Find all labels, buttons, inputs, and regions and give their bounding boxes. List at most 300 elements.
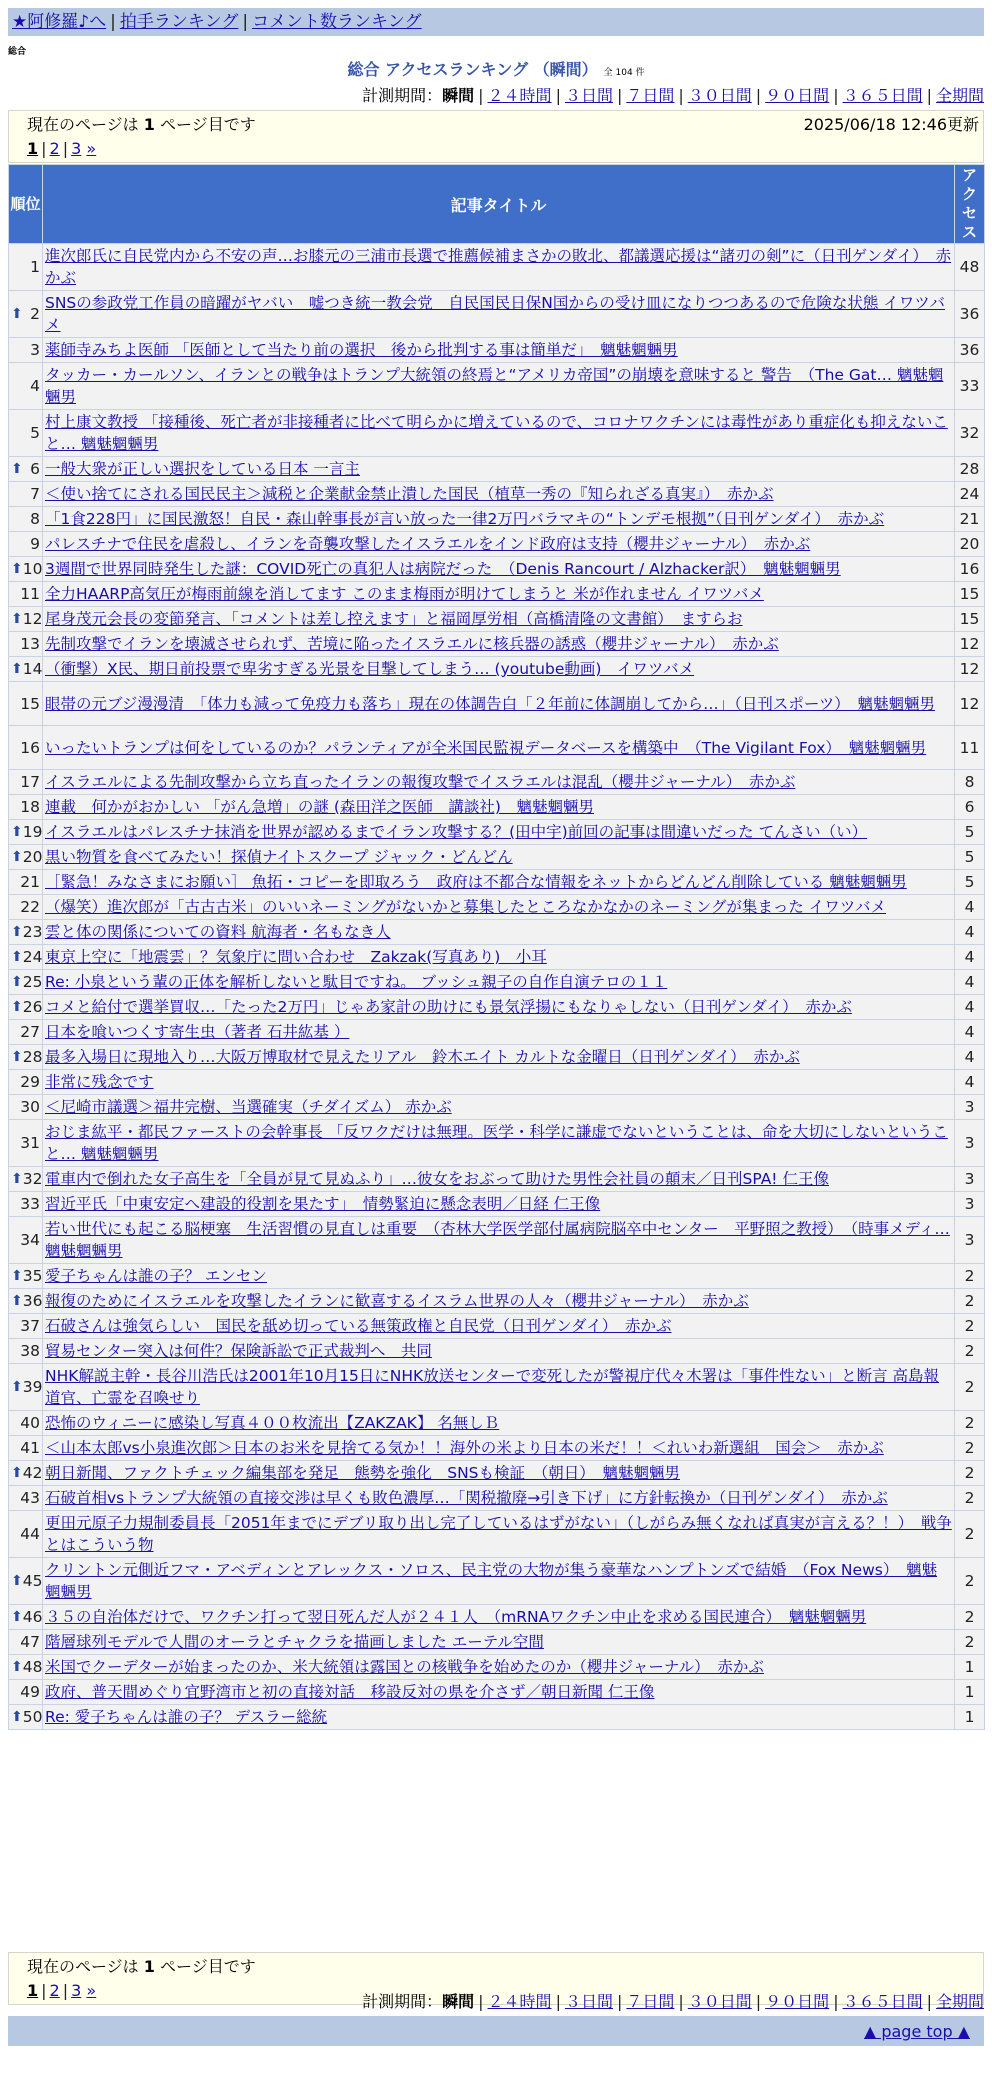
article-link[interactable]: 貿易センター突入は何件？保険訴訟で正式裁判へ 共同 (45, 1342, 432, 1360)
title-cell (43, 657, 955, 682)
title-cell (43, 1339, 955, 1364)
rank-number: 18 (20, 798, 40, 816)
table-row (9, 338, 985, 363)
article-link[interactable]: 階層球列モデルで人間のオーラとチャクラを描画しました エーテル空間 (45, 1633, 544, 1651)
article-link[interactable]: 習近平氏「中東安定へ建設的役割を果たす」 情勢緊迫に懸念表明／日経 仁王像 (45, 1195, 601, 1213)
article-link[interactable]: 朝日新聞、ファクトチェック編集部を発足 態勢を強化 SNSも検証 （朝日） 魑魅魍魎男 (45, 1464, 681, 1482)
article-link[interactable]: 非常に残念です (45, 1073, 154, 1091)
rank-cell (9, 682, 43, 726)
table-row (9, 1630, 985, 1655)
access-count: 15 (955, 582, 985, 607)
table-row (9, 557, 985, 582)
table-row (9, 1411, 985, 1436)
article-link[interactable]: イスラエルによる先制攻撃から立ち直ったイランの報復攻撃でイスラエルは混乱（櫻井ジャーナル） 赤かぶ (45, 773, 796, 791)
rank-cell (9, 338, 43, 363)
rank-cell (9, 1045, 43, 1070)
article-link[interactable]: 恐怖のウィニーに感染し写真４００枚流出【ZAKZAK】 名無しＢ (45, 1414, 500, 1432)
rank-number: 29 (20, 1073, 40, 1091)
rank-number: 12 (22, 610, 43, 628)
table-row (9, 532, 985, 557)
access-count: 3 (955, 1217, 985, 1264)
nav-sep: | (110, 12, 116, 32)
article-link[interactable]: パレスチナで住民を虐殺し、イランを奇襲攻撃したイスラエルをインド政府は支持（櫻井ジャーナル） 赤かぶ (45, 535, 811, 553)
access-count: 36 (955, 291, 985, 338)
period-link[interactable]: ３０日間 (687, 86, 752, 105)
access-count: 48 (955, 244, 985, 291)
access-count: 5 (955, 845, 985, 870)
rank-number: 23 (22, 923, 43, 941)
rank-cell (9, 457, 43, 482)
rank-number: 24 (22, 948, 43, 966)
article-link[interactable]: ［緊急！みなさまにお願い］ 魚拓・コピーを即取ろう 政府は不都合な情報をネットからどんどん削除している 魑魅魍魎男 (45, 873, 907, 891)
period-sep: | (926, 1992, 932, 2011)
rank-number: 2 (30, 305, 40, 323)
rank-number: 43 (20, 1489, 40, 1507)
title-cell (43, 607, 955, 632)
rank-cell (9, 482, 43, 507)
up-arrow-icon: ⬆ (11, 999, 23, 1015)
page-indicator (27, 1957, 256, 1977)
period-sep: | (678, 1992, 684, 2011)
up-arrow-icon: ⬆ (11, 661, 23, 677)
rank-cell (9, 291, 43, 338)
table-row (9, 945, 985, 970)
rank-cell (9, 1605, 43, 1630)
access-count: 4 (955, 995, 985, 1020)
access-count: 2 (955, 1264, 985, 1289)
ranking-body (9, 244, 985, 1730)
access-count: 4 (955, 1020, 985, 1045)
clap-ranking-link[interactable]: 拍手ランキング (119, 12, 239, 32)
rank-number: 11 (20, 585, 40, 603)
article-link[interactable]: 米国でクーデターが始まったのか、米大統領は露国との核戦争を始めたのか（櫻井ジャーナル） 赤かぶ (45, 1658, 764, 1676)
article-link[interactable]: ＜使い捨てにされる国民民主＞減税と企業献金禁止潰した国民（植草一秀の『知られざる真実』） 赤かぶ (45, 485, 774, 503)
access-count: 6 (955, 795, 985, 820)
up-arrow-icon: ⬆ (11, 1268, 23, 1284)
article-link[interactable]: 村上康文教授 「接種後、死亡者が非接種者に比べて明らかに増えているので、コロナワクチンには毒性があり重症化も抑えないこと… 魑魅魍魎男 (45, 413, 948, 453)
rank-cell (9, 1486, 43, 1511)
period-label: 計測期間： (362, 86, 443, 105)
rank-cell (9, 1314, 43, 1339)
access-count: 3 (955, 1192, 985, 1217)
article-link[interactable]: イスラエルはパレスチナ抹消を世界が認めるまでイラン攻撃する？(田中宇)前回の記事は間違いだった てんさい（い） (45, 823, 868, 841)
up-arrow-icon: ⬆ (11, 1573, 23, 1589)
updated-timestamp: 2025/06/18 12:46更新 (803, 115, 979, 134)
title-cell (43, 363, 955, 410)
title-cell (43, 770, 955, 795)
title-cell (43, 1511, 955, 1558)
period-link[interactable]: ３日間 (564, 86, 613, 105)
period-link[interactable]: ９０日間 (765, 1992, 830, 2011)
article-link[interactable]: 最多入場日に現地入り…大阪万博取材で見えたリアル 鈴木エイト カルトな金曜日（日刊ゲンダイ） 赤かぶ (45, 1048, 800, 1066)
rank-cell (9, 920, 43, 945)
rank-cell (9, 1120, 43, 1167)
table-row (9, 482, 985, 507)
rank-cell (9, 1558, 43, 1605)
title-cell (43, 507, 955, 532)
access-count: 24 (955, 482, 985, 507)
period-link[interactable]: ３日間 (564, 1992, 613, 2011)
table-row (9, 1167, 985, 1192)
rank-number: 37 (20, 1317, 40, 1335)
period-link[interactable]: ２４時間 (487, 1992, 552, 2011)
up-arrow-icon: ⬆ (11, 1049, 23, 1065)
up-arrow-icon: ⬆ (11, 611, 23, 627)
page-title-text: 総合 アクセスランキング （瞬間） (347, 60, 598, 79)
rank-number: 44 (20, 1525, 40, 1543)
ranking-table (8, 164, 985, 1730)
period-link[interactable]: ７日間 (626, 86, 675, 105)
access-count: 3 (955, 1095, 985, 1120)
rank-cell (9, 870, 43, 895)
rank-cell (9, 1217, 43, 1264)
title-cell (43, 845, 955, 870)
table-row (9, 657, 985, 682)
article-link[interactable]: （衝撃）X民、期日前投票で卑劣すぎる光景を目撃してしまう… (youtube動画) イワツバメ (45, 660, 695, 678)
period-sep: | (833, 86, 839, 105)
period-link[interactable]: ３６５日間 (842, 1992, 923, 2011)
title-cell (43, 410, 955, 457)
table-row (9, 507, 985, 532)
access-count: 12 (955, 632, 985, 657)
article-link[interactable]: 全力HAARP高気圧が梅雨前線を消してます このまま梅雨が明けてしまうと 米が作れません イワツバメ (45, 585, 764, 603)
title-cell (43, 1264, 955, 1289)
page-link[interactable]: 2 (49, 1981, 60, 2000)
article-link[interactable]: 石破首相vsトランプ大統領の直接交渉は早くも敗色濃厚…「関税撤廃→引き下げ」に方針転換か（日刊ゲンダイ） 赤かぶ (45, 1489, 888, 1507)
rank-number: 40 (20, 1414, 40, 1432)
access-count: 2 (955, 1289, 985, 1314)
title-cell (43, 682, 955, 726)
table-row (9, 820, 985, 845)
title-cell (43, 1705, 955, 1730)
access-count: 12 (955, 682, 985, 726)
table-row (9, 244, 985, 291)
top-nav (8, 8, 984, 36)
period-nav-bottom (362, 1992, 984, 2012)
article-link[interactable]: 石破さんは強気らしい 国民を舐め切っている無策政権と自民党（日刊ゲンダイ） 赤かぶ (45, 1317, 672, 1335)
rank-cell (9, 1070, 43, 1095)
title-cell (43, 1364, 955, 1411)
access-count: 4 (955, 1045, 985, 1070)
period-sep: | (555, 86, 561, 105)
rank-cell (9, 726, 43, 770)
article-link[interactable]: 進次郎氏に自民党内から不安の声…お膝元の三浦市長選で推薦候補まさかの敗北、都議選応援は“諸刃の剣”に（日刊ゲンダイ） 赤かぶ (45, 247, 952, 287)
article-link[interactable]: 更田元原子力規制委員長「2051年までにデブリ取り出し完了しているはずがない」（しがらみ無くなれば真実が言える？！） 戦争とはこういう物 (45, 1514, 952, 1554)
page-current: 1 (27, 1981, 39, 2000)
up-arrow-icon: ⬆ (11, 924, 23, 940)
page-link[interactable]: 3 (71, 139, 82, 158)
title-cell (43, 1192, 955, 1217)
table-row (9, 726, 985, 770)
up-arrow-icon: ⬆ (11, 1379, 23, 1395)
rank-number: 35 (22, 1267, 43, 1285)
access-count: 8 (955, 770, 985, 795)
period-sep: | (755, 1992, 762, 2011)
article-link[interactable]: 眼帯の元ブジ漫漫清 「体力も減って免疫力も落ち」現在の体調告白「２年前に体調崩してから…」（日刊スポーツ） 魑魅魍魎男 (45, 694, 936, 713)
period-sep: | (926, 86, 932, 105)
article-link[interactable]: 電車内で倒れた女子高生を「全員が見て見ぬふり」…彼女をおぶって助けた男性会社員の顛末／日刊SPA! 仁王像 (45, 1170, 829, 1188)
access-count: 1 (955, 1705, 985, 1730)
title-cell (43, 582, 955, 607)
article-link[interactable]: 愛子ちゃんは誰の子？ エンセン (45, 1267, 267, 1285)
title-cell (43, 1436, 955, 1461)
title-cell (43, 1095, 955, 1120)
period-sep: | (555, 1992, 561, 2011)
period-link[interactable]: 全期間 (935, 86, 984, 105)
rank-cell (9, 657, 43, 682)
access-count: 28 (955, 457, 985, 482)
article-link[interactable]: SNSの参政党工作員の暗躍がヤバい 嘘つき統一教会党 自民国民日保N国からの受け皿になりつつあるので危険な状態 イワツバメ (45, 294, 945, 334)
table-row (9, 1217, 985, 1264)
title-cell (43, 1070, 955, 1095)
table-row (9, 457, 985, 482)
period-link[interactable]: ２４時間 (487, 86, 552, 105)
period-current: 瞬間 (442, 1992, 475, 2011)
period-link[interactable]: ９０日間 (765, 86, 830, 105)
table-row (9, 1289, 985, 1314)
rank-cell (9, 820, 43, 845)
pager-top (8, 110, 984, 163)
rank-cell (9, 1461, 43, 1486)
page-link[interactable]: 2 (49, 139, 60, 158)
access-count: 1 (955, 1655, 985, 1680)
article-link[interactable]: おじま紘平・都民ファーストの会幹事長 「反ワクだけは無理。医学・科学に謙虚でないということは、命を大切にしないということ… 魑魅魍魎男 (45, 1123, 948, 1163)
rank-cell (9, 607, 43, 632)
rank-number: 6 (30, 460, 40, 478)
table-row (9, 1339, 985, 1364)
access-count: 2 (955, 1511, 985, 1558)
rank-number: 30 (20, 1098, 40, 1116)
article-link[interactable]: ＜山本太郎vs小泉進次郎＞日本のお米を見捨てる気か！！海外の米より日本の米だ！！＜れいわ新選組 国会＞ 赤かぶ (45, 1439, 884, 1457)
article-link[interactable]: 尾身茂元会長の変節発言、「コメントは差し控えます」と福岡厚労相（高橋清隆の文書館） ますらお (45, 610, 743, 628)
table-row (9, 1364, 985, 1411)
page-indicator-suffix: ページ目です (160, 1957, 256, 1976)
period-link[interactable]: ３０日間 (687, 1992, 752, 2011)
access-header: アクセス (955, 165, 985, 244)
article-link[interactable]: 連載 何かがおかしい 「がん急増」の謎 (森田洋之医師 講談社) 魑魅魍魎男 (45, 798, 594, 816)
article-link[interactable]: Re: 愛子ちゃんは誰の子？ デスラー総統 (45, 1708, 328, 1726)
comment-ranking-link[interactable]: コメント数ランキング (252, 12, 422, 32)
access-count: 4 (955, 945, 985, 970)
title-cell (43, 1486, 955, 1511)
article-link[interactable]: いったいトランプは何をしているのか？パランティアが全米国民監視データベースを構築中 （The Vigilant Fox） 魑魅魍魎男 (45, 738, 927, 757)
next-page-link[interactable]: » (86, 1981, 97, 2000)
access-count: 5 (955, 870, 985, 895)
title-cell (43, 970, 955, 995)
rank-number: 45 (22, 1572, 43, 1590)
period-link[interactable]: 全期間 (935, 1992, 984, 2011)
title-cell (43, 820, 955, 845)
article-link[interactable]: 政府、普天間めぐり宜野湾市と初の直接対話 移設反対の県を介さず／朝日新聞 仁王像 (45, 1683, 655, 1701)
title-cell (43, 1289, 955, 1314)
access-count: 1 (955, 1680, 985, 1705)
up-arrow-icon: ⬆ (11, 1709, 23, 1725)
rank-number: 5 (30, 424, 40, 442)
table-row (9, 1095, 985, 1120)
access-count: 11 (955, 726, 985, 770)
rank-number: 13 (20, 635, 40, 653)
page-sep: | (62, 1981, 69, 2000)
access-count: 2 (955, 1411, 985, 1436)
article-link[interactable]: ＜尼崎市議選＞福井完樹、当選確実（チダイズム） 赤かぶ (45, 1098, 452, 1116)
rank-cell (9, 244, 43, 291)
article-link[interactable]: 黒い物質を食べてみたい！探偵ナイトスクープ ジャック・どんどん (45, 848, 513, 866)
table-row (9, 1680, 985, 1705)
rank-cell (9, 1167, 43, 1192)
table-row (9, 995, 985, 1020)
period-sep: | (755, 86, 762, 105)
table-row (9, 607, 985, 632)
article-link[interactable]: Re: 小泉という輩の正体を解析しないと駄目ですね。 ブッシュ親子の自作自演テロの１１ (45, 973, 668, 991)
rank-number: 3 (30, 341, 40, 359)
article-link[interactable]: 先制攻撃でイランを壊滅させられず、苦境に陥ったイスラエルに核兵器の誘惑（櫻井ジャーナル） 赤かぶ (45, 635, 779, 653)
rank-cell (9, 1264, 43, 1289)
rank-number: 17 (20, 773, 40, 791)
access-count: 2 (955, 1558, 985, 1605)
rank-number: 34 (20, 1231, 40, 1249)
rank-header: 順位 (9, 165, 43, 244)
access-count: 21 (955, 507, 985, 532)
article-link[interactable]: クリントン元側近フマ・アベディンとアレックス・ソロス、民主党の大物が集う豪華なハンプトンズで結婚 （Fox News） 魑魅魍魎男 (45, 1561, 938, 1601)
access-count: 33 (955, 363, 985, 410)
rank-number: 21 (20, 873, 40, 891)
rank-number: 15 (20, 694, 40, 713)
up-arrow-icon: ⬆ (11, 1465, 23, 1481)
period-sep: | (478, 1992, 484, 2011)
article-link[interactable]: タッカー・カールソン、イランとの戦争はトランプ大統領の終焉と“アメリカ帝国”の崩壊を意味すると 警告 （The Gat… 魑魅魍魎男 (45, 366, 944, 406)
page-link[interactable]: 3 (71, 1981, 82, 2000)
rank-cell (9, 1655, 43, 1680)
rank-cell (9, 1339, 43, 1364)
table-row (9, 632, 985, 657)
article-link[interactable]: 報復のためにイスラエルを攻撃したイランに歓喜するイスラム世界の人々（櫻井ジャーナル） 赤かぶ (45, 1292, 749, 1310)
table-row (9, 1486, 985, 1511)
title-cell (43, 632, 955, 657)
access-count: 32 (955, 410, 985, 457)
article-link[interactable]: 若い世代にも起こる脳梗塞 生活習慣の見直しは重要 （杏林大学医学部付属病院脳卒中センター 平野照之教授） （時事メディ… 魑魅魍魎男 (45, 1220, 950, 1260)
access-count: 36 (955, 338, 985, 363)
period-link[interactable]: ７日間 (626, 1992, 675, 2011)
rank-cell (9, 770, 43, 795)
title-cell (43, 995, 955, 1020)
rank-number: 41 (20, 1439, 40, 1457)
rank-cell (9, 1630, 43, 1655)
table-row (9, 582, 985, 607)
table-row (9, 1655, 985, 1680)
pagination (27, 1981, 96, 2001)
title-cell (43, 1655, 955, 1680)
home-link[interactable]: ★阿修羅♪へ (12, 12, 107, 32)
title-cell (43, 532, 955, 557)
page-current: 1 (27, 139, 39, 158)
rank-cell (9, 945, 43, 970)
up-arrow-icon: ⬆ (11, 306, 23, 322)
page-sep: | (62, 139, 69, 158)
table-row (9, 870, 985, 895)
rank-cell (9, 507, 43, 532)
period-sep: | (833, 1992, 839, 2011)
article-link[interactable]: 薬師寺みちよ医師 「医師として当たり前の選択 後から批判する事は簡単だ」 魑魅魍魎男 (45, 341, 678, 359)
article-link[interactable]: NHK解説主幹・長谷川浩氏は2001年10月15日にNHK放送センターで変死したが警視庁代々木署は「事件性ない」と断言 高島報道官、亡霊を召喚せり (45, 1367, 940, 1407)
period-nav-top (362, 86, 984, 106)
rank-number: 36 (22, 1292, 43, 1310)
rank-number: 1 (30, 258, 40, 276)
title-cell (43, 795, 955, 820)
section-label: 総合 (8, 47, 27, 57)
rank-cell (9, 1511, 43, 1558)
next-page-link[interactable]: » (86, 139, 97, 158)
rank-cell (9, 557, 43, 582)
up-arrow-icon: ⬆ (11, 949, 23, 965)
article-link[interactable]: （爆笑）進次郎が「古古古米」のいいネーミングがないかと募集したところなかなかのネーミングが集まった イワツバメ (45, 898, 887, 916)
article-link[interactable]: 雲と体の関係についての資料 航海者・名もなき人 (45, 923, 391, 941)
period-label: 計測期間： (362, 1992, 443, 2011)
rank-number: 25 (22, 973, 43, 991)
article-link[interactable]: ３５の自治体だけで、ワクチン打って翌日死んだ人が２４１人 （mRNAワクチン中止を求める国民連合） 魑魅魍魎男 (45, 1608, 867, 1626)
period-sep: | (678, 86, 684, 105)
item-count: 全 104 件 (603, 68, 645, 78)
rank-number: 8 (30, 510, 40, 528)
access-count: 5 (955, 820, 985, 845)
period-link[interactable]: ３６５日間 (842, 86, 923, 105)
rank-number: 20 (22, 848, 43, 866)
article-link[interactable]: 東京上空に「地震雲」？気象庁に問い合わせ Zakzak(写真あり) 小耳 (45, 948, 547, 966)
rank-number: 31 (20, 1134, 40, 1152)
table-row (9, 895, 985, 920)
page-indicator-number: 1 (143, 115, 155, 134)
access-count: 16 (955, 557, 985, 582)
table-row (9, 1436, 985, 1461)
title-cell (43, 457, 955, 482)
page-indicator (27, 115, 256, 135)
page-sep: | (41, 139, 47, 158)
access-count: 4 (955, 895, 985, 920)
rank-number: 27 (20, 1023, 40, 1041)
table-row (9, 291, 985, 338)
rank-number: 48 (22, 1658, 43, 1676)
rank-cell (9, 895, 43, 920)
title-cell (43, 482, 955, 507)
table-row (9, 770, 985, 795)
title-cell (43, 291, 955, 338)
access-count: 20 (955, 532, 985, 557)
rank-number: 49 (20, 1683, 40, 1701)
title-cell (43, 1120, 955, 1167)
title-cell (43, 244, 955, 291)
access-count: 4 (955, 970, 985, 995)
rank-number: 47 (20, 1633, 40, 1651)
article-link[interactable]: 3週間で世界同時発生した謎：COVID死亡の真犯人は病院だった （Denis Rancourt / Alzhacker訳） 魑魅魍魎男 (45, 560, 841, 578)
title-cell (43, 338, 955, 363)
rank-cell (9, 1020, 43, 1045)
rank-number: 33 (20, 1195, 40, 1213)
rank-cell (9, 632, 43, 657)
article-link[interactable]: 一般大衆が正しい選択をしている日本 一言主 (45, 460, 360, 478)
table-row (9, 970, 985, 995)
title-cell (43, 895, 955, 920)
article-link[interactable]: 日本を喰いつくす寄生虫（著者 石井紘基 ） (45, 1023, 350, 1041)
up-arrow-icon: ⬆ (11, 1659, 23, 1675)
page-indicator-suffix: ページ目です (160, 115, 256, 134)
rank-number: 19 (22, 823, 43, 841)
table-row (9, 1461, 985, 1486)
up-arrow-icon: ⬆ (11, 824, 23, 840)
article-link[interactable]: コメと給付で選挙買収…「たった2万円」じゃあ家計の助けにも景気浮揚にもなりゃしない（日刊ゲンダイ） 赤かぶ (45, 998, 852, 1016)
rank-cell (9, 970, 43, 995)
page-top-link[interactable]: ▲ page top ▲ (863, 2022, 970, 2041)
article-link[interactable]: 「1食228円」に国民激怒！自民・森山幹事長が言い放った一律2万円バラマキの“トンデモ根拠”（日刊ゲンダイ） 赤かぶ (45, 510, 885, 528)
table-row (9, 920, 985, 945)
